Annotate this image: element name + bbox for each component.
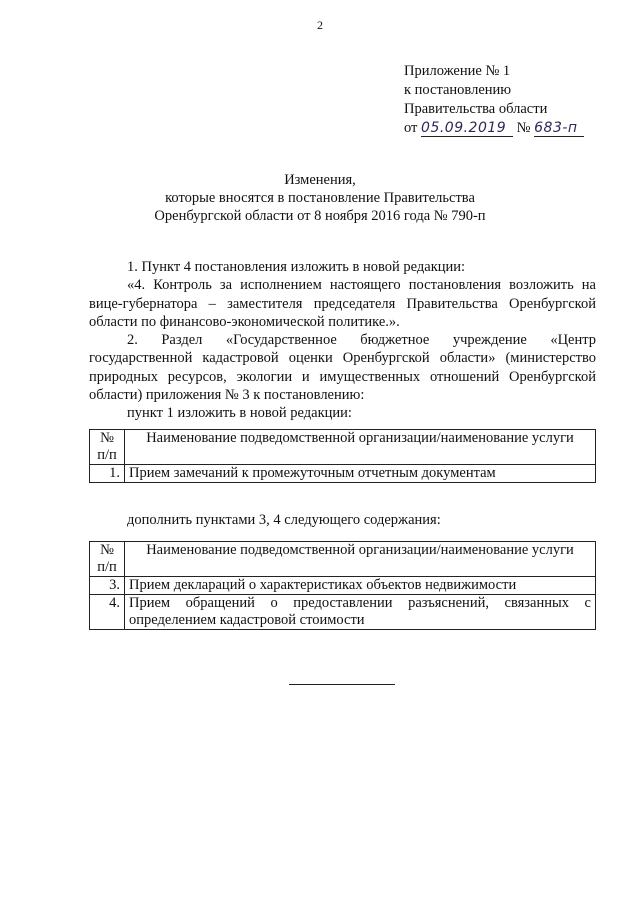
table-row [90,595,596,630]
services-table-1 [89,429,596,483]
number-prefix: № [516,120,531,136]
annex-date-line [404,119,584,138]
table-header-row [90,430,596,465]
table-row [90,465,596,483]
header-name: Наименование подведомственной организации/наименование услуги [125,430,596,465]
row-number: 3. [90,577,125,595]
number-field [534,121,584,137]
annex-title: Приложение № 1 [404,63,511,79]
paragraph-1: 1. Пункт 4 постановления изложить в новой редакции: [127,259,466,275]
annex-reference: к постановлению [404,82,512,98]
date-prefix: от [404,120,418,136]
date-field [421,121,513,137]
row-text: Прием обращений о предоставлении разъяснений, связанных с определением кадастровой стоимости [125,595,596,630]
paragraph-2: 2. Раздел «Государственное бюджетное учреждение «Центр государственной кадастровой оценки Оренбургской области» (министерство природных ресурсов, экологии и имущественных отношений Оренбургской области) приложения № 3 к постановлению: [89,332,596,404]
title-line-1: Изменения, [284,172,356,188]
annex-authority: Правительства области [404,101,548,117]
services-table-2 [89,541,596,630]
handwritten-number: 683-п [534,120,578,136]
header-number: № п/п [90,430,125,465]
handwritten-date: 05.09.2019 [421,120,507,136]
paragraph-supplement: дополнить пунктами 3, 4 следующего содержания: [127,512,441,528]
header-name: Наименование подведомственной организации/наименование услуги [125,542,596,577]
page-number: 2 [317,18,323,32]
body-text-top [89,258,596,423]
title-line-2: которые вносятся в постановление Правительства [165,190,475,206]
table-header-row [90,542,596,577]
table-row [90,577,596,595]
annex-header [404,62,584,138]
row-number: 1. [90,465,125,483]
row-text: Прием замечаний к промежуточным отчетным документам [125,465,596,483]
row-number: 4. [90,595,125,630]
paragraph-point-1: пункт 1 изложить в новой редакции: [127,405,352,422]
document-title [0,171,640,225]
body-text-middle [89,511,596,529]
header-number: № п/п [90,542,125,577]
paragraph-quote: «4. Контроль за исполнением настоящего постановления возложить на вице-губернатора – заместителя председателя Правительства Оренбургской области по финансово-экономической политике.». [89,277,596,330]
title-line-3: Оренбургской области от 8 ноября 2016 года № 790-п [154,208,486,224]
closing-divider [289,684,395,685]
row-text: Прием деклараций о характеристиках объектов недвижимости [125,577,596,595]
